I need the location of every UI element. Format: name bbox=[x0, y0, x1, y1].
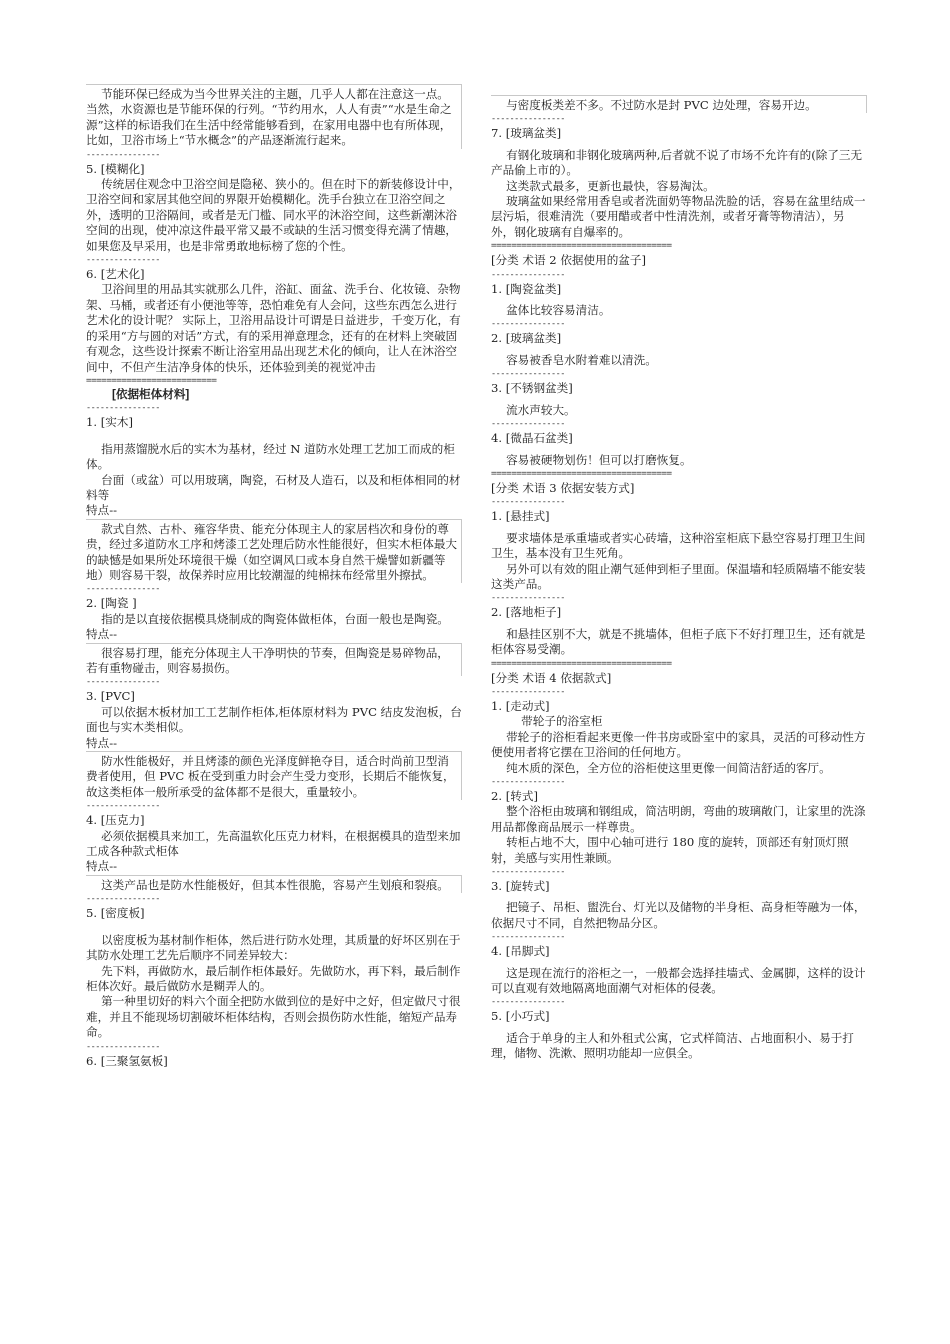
basin-text: 容易被香皂水附着难以清洗。 bbox=[506, 352, 657, 367]
material-text: 指的是以直接依据模具烧制成的陶瓷体做柜体，台面一般也是陶瓷。 bbox=[101, 611, 449, 626]
separator: ---------------- bbox=[491, 269, 565, 280]
separator: ---------------- bbox=[86, 677, 160, 688]
feature-text: 这类产品也是防水性能极好，但其本性很脆，容易产生划痕和裂痕。 bbox=[86, 875, 462, 893]
style-text: 带轮子的浴柜看起来更像一件书房或卧室中的家具，灵活的可移动性方便使用者将它摆在卫浴间的任何地方。 bbox=[491, 729, 866, 760]
separator: ---------------- bbox=[491, 114, 565, 125]
basin-title: 4. [微晶石盆类] bbox=[491, 431, 573, 446]
install-text: 和悬挂区别不大，就是不挑墙体，但柜子底下不好打理卫生，还有就是柜体容易受潮。 bbox=[491, 626, 866, 657]
material-text: 先下料，再做防水，最后制作柜体最好。先做防水，再下料，最后制作柜体次好。最后做防水是糊弄人的。 bbox=[86, 963, 461, 993]
material-text: 第一种里切好的料六个面全把防水做到位的是好中之好，但定做尺寸很难，并且不能现场切割破坏柜体结构，否则会损伤防水性能，缩短产品寿命。 bbox=[86, 994, 461, 1040]
item-text: 这类款式最多，更新也最快，容易淘汰。 bbox=[506, 178, 715, 193]
style-title: 2. [转式] bbox=[491, 789, 538, 803]
material-text: 必须依据模具来加工，先高温软化压克力材料，在根据模具的造型来加工成各种款式柜体 bbox=[86, 828, 461, 859]
right-column bbox=[491, 84, 867, 1062]
material-title: 2. [陶瓷 ] bbox=[86, 596, 137, 611]
separator: ---------------- bbox=[491, 997, 565, 1008]
style-text: 把镜子、吊柜、盥洗台、灯光以及储物的半身柜、高身柜等融为一体，依据尺寸不同，自然把物品分区。 bbox=[491, 900, 866, 930]
basin-title: 3. [不锈钢盆类] bbox=[491, 381, 573, 396]
material-title: 5. [密度板] bbox=[86, 906, 145, 921]
style-text: 转柜占地不大，围中心轴可进行 180 度的旋转，顶部还有射顶灯照射，美感与实用性兼顾。 bbox=[491, 835, 849, 865]
feature-label: 特点-- bbox=[86, 735, 118, 750]
paragraph: 与密度板类差不多。不过防水是封 PVC 边处理，容易开边。 bbox=[491, 95, 867, 113]
item-text: 有钢化玻璃和非钢化玻璃两种,后者就不说了市场不允许有的(除了三无产品偷上市的）。 bbox=[491, 147, 863, 178]
style-text: 适合于单身的主人和外租式公寓，它式样简洁、占地面积小、易于打理，储物、洗漱、照明功能却一应俱全。 bbox=[491, 1030, 854, 1061]
item-title: 6. [艺术化] bbox=[86, 267, 145, 282]
install-title: 2. [落地柜子] bbox=[491, 605, 562, 620]
section-divider: ========================== bbox=[86, 375, 217, 386]
feature-text: 很容易打理，能充分体现主人干净明快的节奏，但陶瓷是易碎物品，若有重物碰击，则容易损伤。 bbox=[86, 643, 462, 677]
style-title: 5. [小巧式] bbox=[491, 1009, 550, 1024]
basin-text: 流水声较大。 bbox=[506, 402, 576, 417]
basin-title: 1. [陶瓷盆类] bbox=[491, 281, 562, 296]
basin-text: 盆体比较容易清洁。 bbox=[506, 303, 611, 318]
separator: ---------------- bbox=[86, 894, 160, 905]
style-text: 整个浴柜由玻璃和钢组成，简洁明朗，弯曲的玻璃敞门，让家里的洗涤用品都像商品展示一样尊贵。 bbox=[491, 804, 866, 834]
style-title: 4. [吊脚式] bbox=[491, 944, 550, 959]
item-title: 5. [模糊化] bbox=[86, 161, 145, 176]
category-heading: [分类 术语 3 依据安装方式] bbox=[491, 480, 635, 495]
basin-title: 2. [玻璃盆类] bbox=[491, 331, 562, 346]
feature-text: 款式自然、古朴、雍容华贵、能充分体现主人的家居档次和身份的尊贵，经过多道防水工序和烤漆工艺处理后防水性能很好，但实木柜体最大的缺憾是如果所处环境很干燥（如空调风口或本身自然干燥譬如新疆等地）则容易干裂，故保养时应用比较潮湿的纯棉抹布经常里外擦拭。 bbox=[86, 519, 462, 584]
separator: ---------------- bbox=[86, 584, 160, 595]
separator: ---------------- bbox=[491, 497, 565, 508]
category-heading: [分类 术语 4 依据款式] bbox=[491, 670, 612, 685]
material-text: 指用蒸馏脱水后的实木为基材，经过 N 道防水处理工艺加工而成的柜体。 bbox=[86, 441, 455, 472]
separator: ---------------- bbox=[86, 149, 160, 160]
item-text: 传统居住观念中卫浴空间是隐秘、狭小的。但在时下的新装修设计中，卫浴空间和家居其他空间的界限开始模糊化。洗手台独立在卫浴空间之外，透明的卫浴隔间，或者是无门槛、同水平的沐浴空间，这些新潮沐浴空间的出现，使冲凉这件最平常又最不或缺的生活习惯变得充满了情趣，如果您及早采用，也是非常勇敢地标榜了您的个性。 bbox=[86, 177, 461, 253]
separator: ---------------- bbox=[491, 686, 565, 697]
separator: ---------------- bbox=[86, 255, 160, 266]
separator: ---------------- bbox=[86, 403, 160, 414]
separator: ---------------- bbox=[491, 319, 565, 330]
install-text: 要求墙体是承重墙或者实心砖墙，这种浴室柜底下悬空容易打理卫生间卫生，基本没有卫生死角。 bbox=[491, 530, 866, 561]
material-title: 3. [PVC] bbox=[86, 689, 135, 704]
style-text: 纯木质的深色，全方位的浴柜使这里更像一间简洁舒适的客厅。 bbox=[506, 760, 831, 775]
section-divider: ==================================== bbox=[491, 658, 672, 669]
material-title: 1. [实木] bbox=[86, 415, 133, 430]
separator: ---------------- bbox=[86, 1041, 160, 1052]
separator: ---------------- bbox=[491, 369, 565, 380]
feature-label: 特点-- bbox=[86, 859, 118, 874]
item-text: 玻璃盆如果经常用香皂或者洗面奶等物品洗脸的话，容易在盆里结成一层污垢，很难清洗（要用醋或者中性清洗剂，或者牙膏等物清洁），另外，钢化玻璃有自爆率的。 bbox=[491, 194, 866, 239]
section-heading: [依据柜体材料] bbox=[112, 387, 190, 401]
basin-text: 容易被硬物划伤！但可以打磨恢复。 bbox=[506, 452, 692, 467]
feature-label: 特点-- bbox=[86, 627, 118, 642]
material-text: 可以依据木板材加工工艺制作柜体,柜体原材料为 PVC 结皮发泡板，台面也与实木类相似。 bbox=[86, 704, 462, 735]
category-heading: [分类 术语 2 依据使用的盆子] bbox=[491, 253, 647, 268]
material-title: 6. [三聚氢氨板] bbox=[86, 1053, 168, 1068]
intro-paragraph: 节能环保已经成为当今世界关注的主题，几乎人人都在注意这一点。当然，水资源也是节能环保的行列。“节约用水，人人有责”“水是生命之源”这样的标语我们在生活中经常能够看到，在家用电器中也有所体现，比如，卫浴市场上“节水概念”的产品逐渐流行起来。 bbox=[86, 84, 462, 149]
separator: ---------------- bbox=[86, 801, 160, 812]
style-subtitle: 带轮子的浴室柜 bbox=[521, 714, 603, 729]
feature-label: 特点-- bbox=[86, 503, 118, 518]
item-text: 卫浴间里的用品其实就那么几件，浴缸、面盆、洗手台、化妆镜、杂物架、马桶，或者还有小便池等等，恐怕难免有人会问，这些东西怎么进行艺术化的设计呢？ 实际上，卫浴用品设计可谓是日益进步，千变万化，有的采用“方与圆的对话”方式，有的采用禅意理念，还有的在材料上突破固有观念，这些设计探索不断让浴室用品出现艺术化的倾向，让人在沐浴空间中，不但产生洁净身体的快乐，还体验到美的视觉冲击 bbox=[86, 282, 461, 374]
item-title: 7. [玻璃盆类] bbox=[491, 126, 562, 141]
left-column bbox=[86, 84, 462, 1069]
feature-text: 防水性能极好，并且烤漆的颜色光泽度鲜艳夺目，适合时尚前卫型消费者使用，但 PVC 板在受到重力时会产生受力变形，长期后不能恢复，故这类柜体一般所承受的盆体都不是很大，重量较小。 bbox=[86, 751, 462, 800]
separator: ---------------- bbox=[491, 867, 565, 878]
separator: ---------------- bbox=[491, 932, 565, 943]
style-title: 1. [走动式] bbox=[491, 698, 550, 713]
separator: ---------------- bbox=[491, 777, 565, 787]
install-text: 另外可以有效的阻止潮气延伸到柜子里面。保温墙和轻质隔墙不能安装这类产品。 bbox=[491, 561, 866, 591]
style-title: 3. [旋转式] bbox=[491, 879, 550, 894]
material-text: 台面（或盆）可以用玻璃，陶瓷，石材及人造石，以及和柜体相同的材料等 bbox=[86, 472, 461, 502]
install-title: 1. [悬挂式] bbox=[491, 509, 550, 524]
section-divider: ==================================== bbox=[491, 468, 672, 479]
separator: ---------------- bbox=[491, 593, 565, 604]
separator: ---------------- bbox=[491, 419, 565, 430]
section-divider: ==================================== bbox=[491, 241, 672, 252]
style-text: 这是现在流行的浴柜之一，一般都会选择挂墙式、金属脚，这样的设计可以直观有效地隔离地面潮气对柜体的侵袭。 bbox=[491, 965, 866, 996]
material-title: 4. [压克力] bbox=[86, 813, 145, 828]
material-text: 以密度板为基材制作柜体，然后进行防水处理，其质量的好坏区别在于其防水处理工艺先后顺序不同差异较大： bbox=[86, 932, 461, 963]
